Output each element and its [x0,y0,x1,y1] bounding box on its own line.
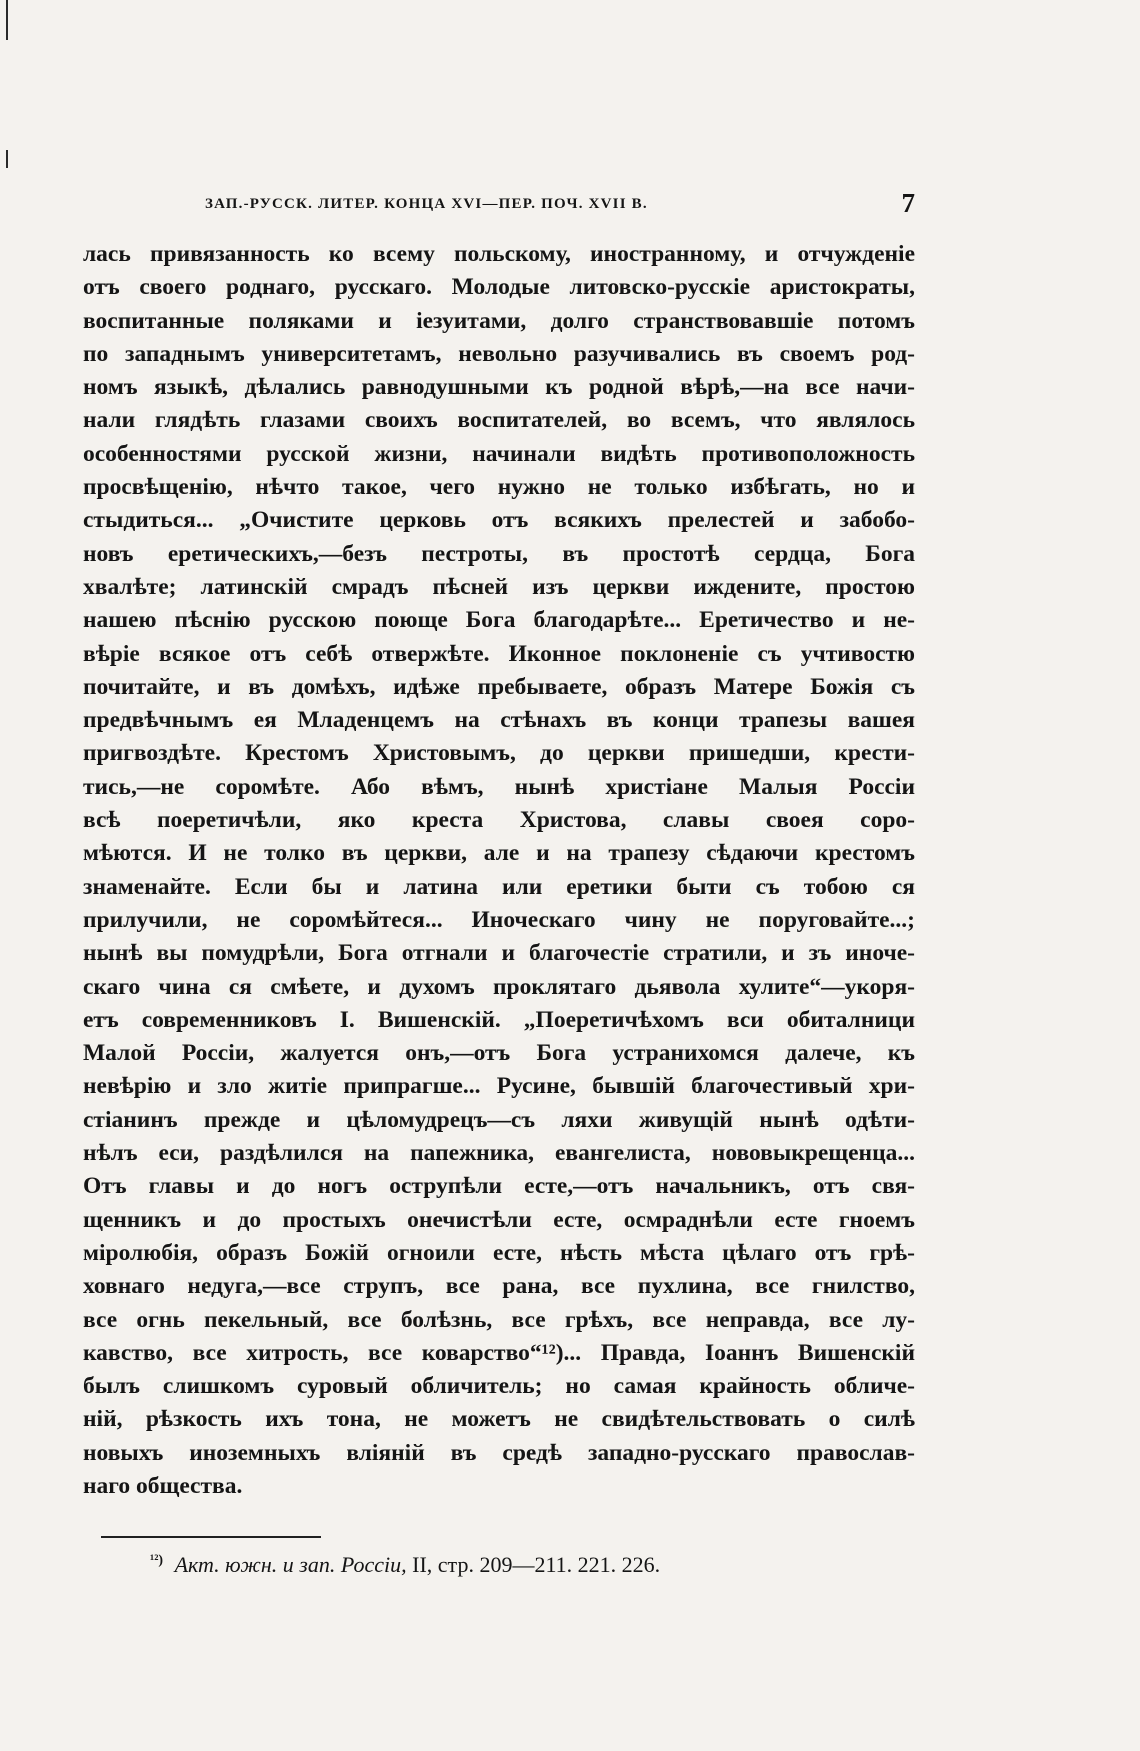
text-line: прилучили, не соромѣйтеся... Иноческаго чину не поруговайте...; [83,906,915,933]
text-line: хвалѣте; латинскій смрадъ пѣсней изъ церкви иждените, простою [83,573,915,600]
text-line: кавство, все хитрость, все коварство“¹²)... Правда, Іоаннъ Вишенскій [83,1339,915,1366]
text-line: вѣріе всякое отъ себѣ отвержѣте. Иконное поклоненіе съ учтивостю [83,640,915,667]
text-line: нашею пѣснію русскою поюще Бога благодарѣте... Еретичество и не- [83,607,915,634]
text-line: невѣрію и зло житіе припрагше... Русине, бывшій благочестивый хри- [83,1073,915,1100]
footnote-marker: ¹²) [150,1553,164,1568]
text-line: етъ современниковъ І. Вишенскій. „Поеретичѣхомъ вси обиталници [83,1006,915,1033]
text-line: ній, рѣзкость ихъ тона, не можетъ не свидѣтельствовать о силѣ [83,1406,915,1433]
text-line: ховнаго недуга,—все струпъ, все рана, все пухлина, все гнилство, [83,1273,915,1300]
text-line: пригвоздѣте. Крестомъ Христовымъ, до церкви пришедши, крести- [83,740,915,767]
text-line: новыхъ иноземныхъ вліяній въ средѣ западно-русскаго православ- [83,1439,915,1466]
running-title: ЗАП.-РУССК. ЛИТЕР. КОНЦА XVI—ПЕР. ПОЧ. XVII В. [205,196,648,212]
text-line: лась привязанность ко всему польскому, иностранному, и отчужденіе [83,241,915,267]
page-number: 7 [901,188,915,218]
text-line: всѣ поеретичѣли, яко креста Христова, славы своея соро- [83,807,915,834]
text-line: стіанинъ прежде и цѣломудрецъ—съ ляхи живущій нынѣ одѣти- [83,1106,915,1133]
footnote [150,1552,660,1578]
scan-edge-mark [6,0,8,40]
text-line: почитайте, и въ домѣхъ, идѣже пребываете, образъ Матере Божія съ [83,673,915,700]
text-line: воспитанные поляками и іезуитами, долго странствовавшіе потомъ [83,307,915,334]
text-line: нали глядѣть глазами своихъ воспитателей, во всемъ, что являлось [83,407,915,434]
text-line: скаго чина ся смѣете, и духомъ проклятаго дьявола хулите“—укоря- [83,973,915,1000]
text-line: особенностями русской жизни, начинали видѣть противоположность [83,440,915,467]
footnote-reference: II, стр. 209—211. 221. 226. [412,1552,661,1577]
text-line: Малой Россіи, жалуется онъ,—отъ Бога устранихомся далече, къ [83,1040,915,1067]
text-line: предвѣчнымъ ея Младенцемъ на стѣнахъ въ конци трапезы вашея [83,707,915,734]
text-line: стыдиться... „Очистите церковь отъ всякихъ прелестей и забобо- [83,507,915,534]
text-line: тись,—не соромѣте. Або вѣмъ, нынѣ христіане Малыя Россіи [83,773,915,800]
text-line: мѣются. И не толко въ церкви, але и на трапезу сѣдаючи крестомъ [83,840,915,867]
text-line: щенникъ и до простыхъ онечистѣли есте, осмраднѣли есте гноемъ [83,1206,915,1233]
page-header [205,190,915,220]
scan-edge-mark [6,150,8,168]
text-line: нынѣ вы помудрѣли, Бога отгнали и благочестіе стратили, и зъ иноче- [83,940,915,967]
text-line: просвѣщенію, нѣчто такое, чего нужно не только избѣгать, но и [83,474,915,501]
text-line: отъ своего роднаго, русскаго. Молодые литовско-русскіе аристократы, [83,274,915,301]
text-line: нѣлъ еси, раздѣлился на папежника, евангелиста, нововыкрещенца... [83,1140,915,1167]
text-line: Отъ главы и до ногъ острупѣли есте,—отъ начальникъ, отъ свя- [83,1173,915,1200]
text-line: былъ слишкомъ суровый обличитель; но самая крайность обличе- [83,1373,915,1400]
text-line: по западнымъ университетамъ, невольно разучивались въ своемъ род- [83,340,915,367]
text-line: номъ языкѣ, дѣлались равнодушными къ родной вѣрѣ,—на все начи- [83,374,915,401]
text-line: все огнь пекельный, все болѣзнь, все грѣхъ, все неправда, все лу- [83,1306,915,1333]
body-text [83,238,915,1503]
footnote-source: Акт. южн. и зап. Россіи, [174,1552,407,1577]
text-line: новъ еретическихъ,—безъ пестроты, въ простотѣ сердца, Бога [83,540,915,567]
footnote-divider [101,1536,321,1538]
text-line: знаменайте. Если бы и латина или еретики быти съ тобою ся [83,873,915,900]
text-line: наго общества. [83,1472,243,1499]
text-line: міролюбія, образъ Божій огноили есте, нѣсть мѣста цѣлаго отъ грѣ- [83,1239,915,1266]
